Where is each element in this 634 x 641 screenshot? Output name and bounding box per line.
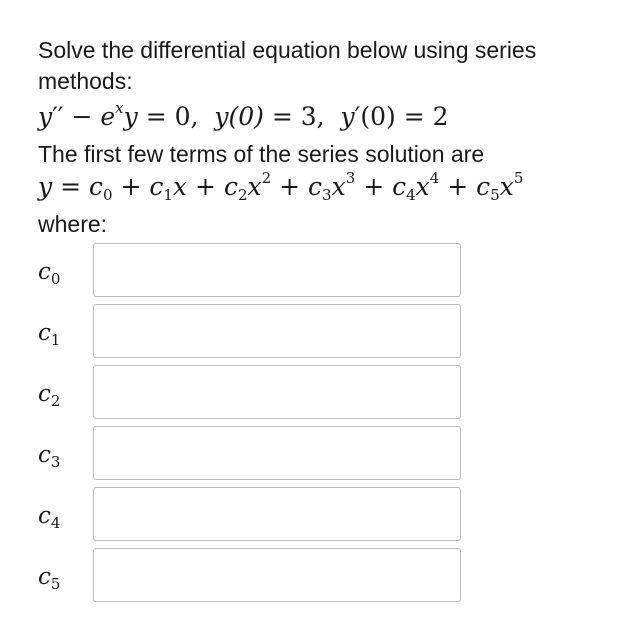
coefficient-row-c1 [38, 304, 468, 360]
problem-statement-line-2: methods: [38, 68, 133, 94]
differential-equation [38, 99, 449, 132]
c1-answer-input[interactable] [93, 304, 461, 358]
series-c0: c [88, 172, 103, 201]
series-plus: + [279, 172, 301, 201]
initial-condition-2-prime: ′ [354, 102, 361, 131]
series-c4-index: 4 [406, 186, 416, 204]
c5-answer-input[interactable] [93, 548, 461, 602]
coefficient-label-c5: $c_5$ [38, 564, 61, 593]
series-c5: c [476, 172, 491, 201]
coefficient-row-c5 [38, 548, 468, 604]
c3-answer-input[interactable] [93, 426, 461, 480]
series-equals: = [60, 172, 82, 201]
initial-condition-2-value: = 2 [403, 102, 449, 131]
series-expansion [38, 169, 524, 204]
coefficient-row-c3 [38, 426, 468, 482]
problem-statement-line-1: Solve the differential equation below using series [38, 37, 537, 63]
eq-y: y [38, 102, 53, 131]
eq-minus: − [71, 102, 93, 131]
series-c1-index: 1 [163, 186, 173, 204]
coefficient-label-c0: $c_0$ [38, 259, 61, 288]
initial-condition-1-value: = 3, [271, 102, 325, 131]
coefficient-label-c1: $c_1$ [38, 320, 61, 349]
series-power-2: 2 [261, 169, 272, 187]
series-plus: + [363, 172, 385, 201]
series-plus: + [447, 172, 469, 201]
coefficient-label-c3: $c_3$ [38, 442, 61, 471]
series-power-5: 5 [513, 169, 524, 187]
series-c3: c [308, 172, 323, 201]
coefficient-row-c0 [38, 243, 468, 299]
series-x3: x [331, 172, 346, 201]
series-c2: c [223, 172, 238, 201]
series-c3-index: 3 [322, 186, 332, 204]
series-c1: c [149, 172, 164, 201]
series-plus: + [195, 172, 216, 201]
c4-answer-input[interactable] [93, 487, 461, 541]
coefficient-label-c4: $c_4$ [38, 503, 61, 532]
eq-double-prime: ′′ [52, 102, 64, 131]
series-lhs: y [38, 172, 53, 201]
problem-statement-line-4: where: [38, 211, 108, 237]
series-plus: + [120, 172, 142, 201]
coefficient-label-c2: $c_2$ [38, 381, 61, 410]
series-x1: x [172, 172, 188, 201]
eq-y-2: y [123, 102, 138, 131]
series-c4: c [392, 172, 407, 201]
initial-condition-1: y(0) [214, 102, 264, 131]
initial-condition-2-arg: (0) [360, 102, 396, 131]
series-power-3: 3 [345, 169, 356, 187]
series-x2: x [247, 172, 262, 201]
eq-e: e [100, 102, 116, 131]
c0-answer-input[interactable] [93, 243, 461, 297]
series-x4: x [415, 172, 430, 201]
c2-answer-input[interactable] [93, 365, 461, 419]
series-power-4: 4 [429, 169, 440, 187]
problem-statement-line-3: The first few terms of the series solution are [38, 141, 485, 167]
series-x5: x [499, 172, 514, 201]
series-c2-index: 2 [237, 186, 248, 204]
eq-equals-zero: = 0, [145, 102, 199, 131]
initial-condition-2-y: y [340, 102, 355, 131]
coefficient-row-c4 [38, 487, 468, 543]
series-c5-index: 5 [490, 186, 500, 204]
coefficient-row-c2 [38, 365, 468, 421]
eq-exponent: x [115, 99, 124, 117]
series-c0-index: 0 [103, 186, 113, 204]
